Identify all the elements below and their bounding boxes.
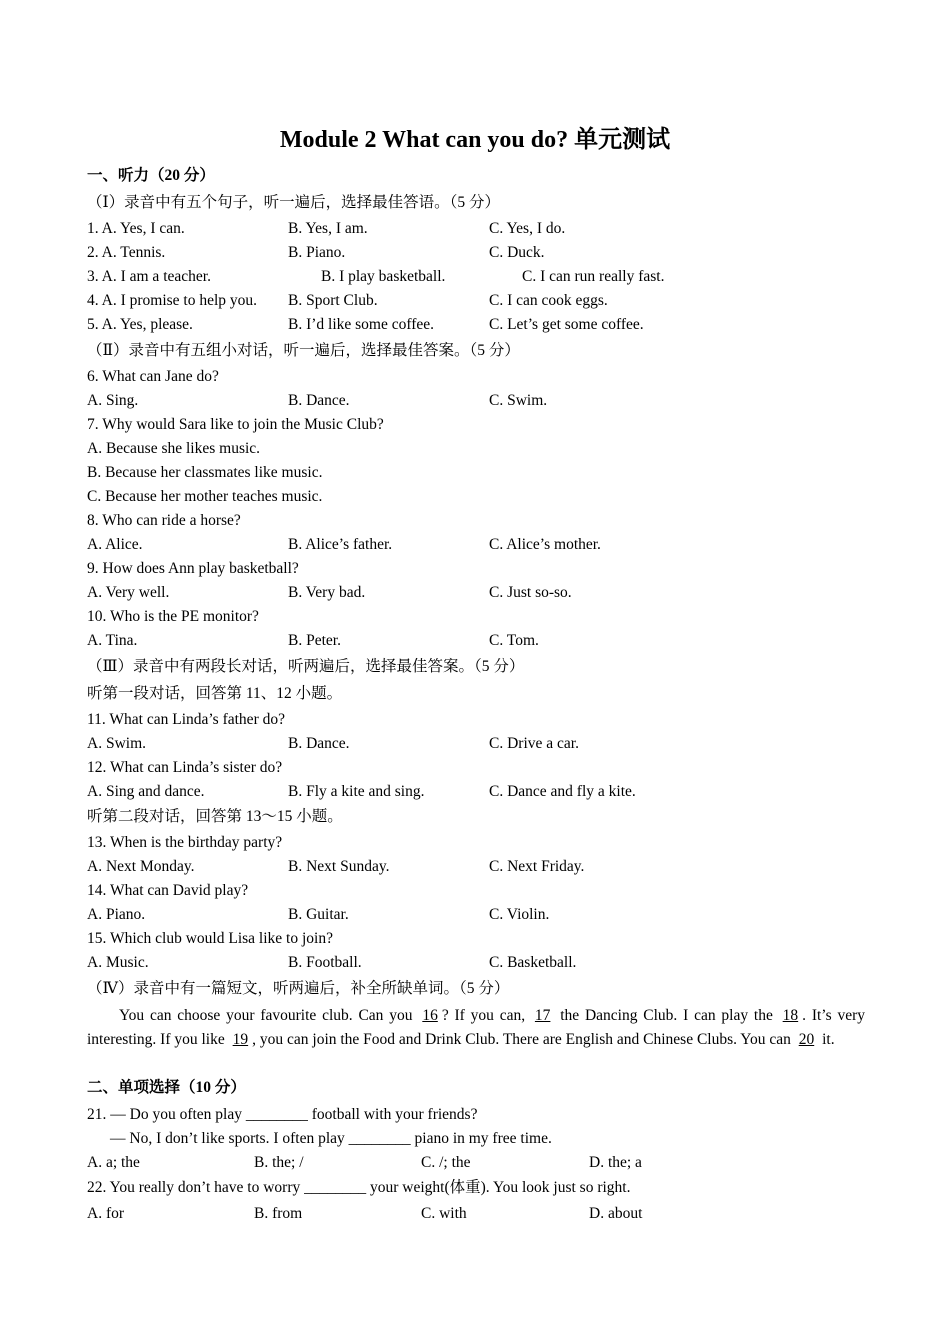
option-b: B. Dance. bbox=[288, 392, 350, 409]
passage-text: , you can join the Food and Drink Club. There are English and Chinese Clubs. You can bbox=[252, 1031, 791, 1048]
option-c: C. Next Friday. bbox=[489, 858, 585, 875]
blank-20: 20 bbox=[798, 1031, 815, 1048]
option-c: C. Tom. bbox=[489, 632, 539, 649]
option-a: A. Because she likes music. bbox=[87, 440, 261, 457]
passage-text: the Dancing Club. I can play the bbox=[560, 1007, 773, 1024]
option-b: B. Piano. bbox=[288, 244, 346, 261]
option-b: B. Dance. bbox=[288, 735, 350, 752]
option-c: C. I can cook eggs. bbox=[489, 292, 608, 309]
option-c: C. Swim. bbox=[489, 392, 548, 409]
option-d: D. about bbox=[589, 1205, 643, 1222]
option-b: B. Fly a kite and sing. bbox=[288, 783, 425, 800]
option-a: A. for bbox=[87, 1205, 125, 1222]
passage-text: ? If you can, bbox=[441, 1007, 526, 1024]
option-a: 5. A. Yes, please. bbox=[87, 316, 193, 333]
option-c: C. Just so-so. bbox=[489, 584, 572, 601]
option-c: C. Let’s get some coffee. bbox=[489, 316, 644, 333]
question-22: 22. You really don’t have to worry ________ your weight(体重). You look just so right. bbox=[87, 1179, 631, 1196]
option-b: B. I’d like some coffee. bbox=[288, 316, 435, 333]
option-b: B. the; / bbox=[254, 1154, 304, 1171]
part3-instruction: （Ⅲ）录音中有两段长对话，听两遍后，选择最佳答案。（5 分） bbox=[87, 658, 525, 675]
question-6: 6. What can Jane do? bbox=[87, 368, 219, 385]
option-c: C. I can run really fast. bbox=[522, 268, 665, 285]
cloze-passage bbox=[87, 1004, 865, 1052]
passage-text: it. bbox=[822, 1031, 835, 1048]
option-c: C. Alice’s mother. bbox=[489, 536, 601, 553]
option-b: B. Sport Club. bbox=[288, 292, 378, 309]
option-a: A. Alice. bbox=[87, 536, 143, 553]
dialog1-instruction: 听第一段对话，回答第 11、12 小题。 bbox=[87, 685, 343, 702]
option-a: A. Music. bbox=[87, 954, 149, 971]
option-b: B. Peter. bbox=[288, 632, 341, 649]
option-a: 4. A. I promise to help you. bbox=[87, 292, 258, 309]
question-10: 10. Who is the PE monitor? bbox=[87, 608, 259, 625]
question-12: 12. What can Linda’s sister do? bbox=[87, 759, 283, 776]
part1-instruction: （Ⅰ）录音中有五个句子，听一遍后，选择最佳答语。（5 分） bbox=[87, 194, 500, 211]
option-a: 2. A. Tennis. bbox=[87, 244, 166, 261]
option-b: B. Because her classmates like music. bbox=[87, 464, 323, 481]
option-a: A. Very well. bbox=[87, 584, 170, 601]
option-c: C. Drive a car. bbox=[489, 735, 579, 752]
option-a: A. Next Monday. bbox=[87, 858, 195, 875]
option-c: C. Dance and fly a kite. bbox=[489, 783, 636, 800]
option-a: A. Swim. bbox=[87, 735, 146, 752]
option-a: A. Tina. bbox=[87, 632, 138, 649]
blank-18: 18 bbox=[782, 1007, 799, 1024]
option-b: B. from bbox=[254, 1205, 303, 1222]
option-c: C. Violin. bbox=[489, 906, 550, 923]
option-b: B. I play basketball. bbox=[321, 268, 446, 285]
option-a: 1. A. Yes, I can. bbox=[87, 220, 185, 237]
dialog2-instruction: 听第二段对话，回答第 13～15 小题。 bbox=[87, 808, 343, 825]
question-21: 21. — Do you often play ________ football with your friends? bbox=[87, 1106, 478, 1123]
option-b: B. Football. bbox=[288, 954, 362, 971]
option-a: A. Sing. bbox=[87, 392, 139, 409]
blank-16: 16 bbox=[422, 1007, 438, 1024]
option-c: C. /; the bbox=[421, 1154, 471, 1171]
question-9: 9. How does Ann play basketball? bbox=[87, 560, 299, 577]
option-a: 3. A. I am a teacher. bbox=[87, 268, 211, 285]
passage-text: . It’s very interesting. If you like bbox=[87, 1007, 865, 1048]
option-b: B. Alice’s father. bbox=[288, 536, 393, 553]
blank-17: 17 bbox=[534, 1007, 551, 1024]
question-13: 13. When is the birthday party? bbox=[87, 834, 283, 851]
option-c: C. Duck. bbox=[489, 244, 545, 261]
question-14: 14. What can David play? bbox=[87, 882, 249, 899]
option-c: C. Yes, I do. bbox=[489, 220, 566, 237]
blank-19: 19 bbox=[232, 1031, 249, 1048]
section1-heading: 一、听力（20 分） bbox=[87, 167, 215, 184]
question-7: 7. Why would Sara like to join the Music Club? bbox=[87, 416, 384, 433]
passage-text: You can choose your favourite club. Can you bbox=[119, 1007, 413, 1024]
option-b: B. Next Sunday. bbox=[288, 858, 390, 875]
option-c: C. Basketball. bbox=[489, 954, 577, 971]
question-11: 11. What can Linda’s father do? bbox=[87, 711, 285, 728]
option-c: C. Because her mother teaches music. bbox=[87, 488, 323, 505]
question-15: 15. Which club would Lisa like to join? bbox=[87, 930, 333, 947]
option-b: B. Guitar. bbox=[288, 906, 349, 923]
option-b: B. Very bad. bbox=[288, 584, 366, 601]
question-8: 8. Who can ride a horse? bbox=[87, 512, 241, 529]
option-b: B. Yes, I am. bbox=[288, 220, 368, 237]
section2-heading: 二、单项选择（10 分） bbox=[87, 1079, 246, 1096]
part4-instruction: （Ⅳ）录音中有一篇短文，听两遍后，补全所缺单词。（5 分） bbox=[87, 980, 510, 997]
option-a: A. Piano. bbox=[87, 906, 146, 923]
option-a: A. Sing and dance. bbox=[87, 783, 205, 800]
page-title: Module 2 What can you do? 单元测试 bbox=[279, 127, 671, 153]
option-a: A. a; the bbox=[87, 1154, 140, 1171]
option-d: D. the; a bbox=[589, 1154, 642, 1171]
question-21-response: — No, I don’t like sports. I often play ________ piano in my free time. bbox=[110, 1130, 552, 1147]
part2-instruction: （Ⅱ）录音中有五组小对话，听一遍后，选择最佳答案。（5 分） bbox=[87, 342, 520, 359]
option-c: C. with bbox=[421, 1205, 467, 1222]
